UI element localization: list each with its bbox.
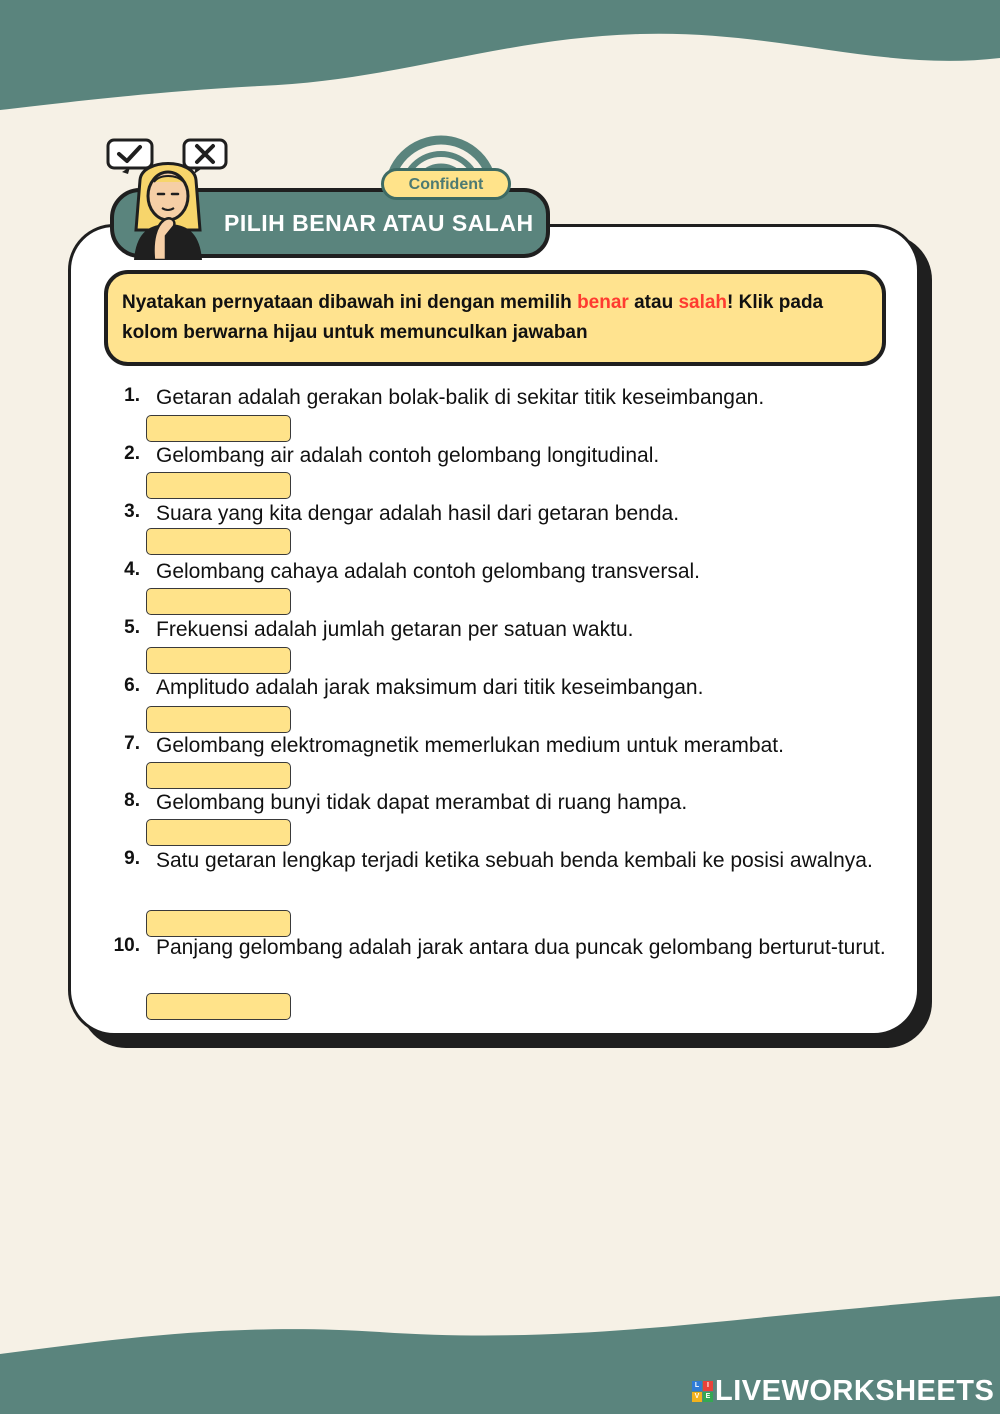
answer-box-3[interactable] <box>146 528 291 555</box>
instruction-box <box>104 270 886 366</box>
instruction-text: Nyatakan pernyataan dibawah ini dengan memilih <box>122 292 578 313</box>
liveworksheets-logo-icon <box>692 1381 713 1402</box>
confident-badge: Confident <box>381 168 511 200</box>
question-number: 1. <box>124 385 140 406</box>
instruction-benar-highlight: benar <box>577 292 629 313</box>
question-text: Frekuensi adalah jumlah getaran per satuan waktu. <box>156 618 634 641</box>
question-number: 7. <box>124 733 140 754</box>
question-text: Gelombang elektromagnetik memerlukan medium untuk merambat. <box>156 734 784 757</box>
logo-letter: E <box>703 1392 713 1402</box>
page-title: PILIH BENAR ATAU SALAH <box>224 210 534 236</box>
question-text: Gelombang air adalah contoh gelombang longitudinal. <box>156 444 660 467</box>
question-number: 5. <box>124 617 140 638</box>
question-number: 4. <box>124 559 140 580</box>
answer-box-7[interactable] <box>146 762 291 789</box>
thinking-person-icon <box>104 136 232 260</box>
brand-name: LIVEWORKSHEETS <box>715 1374 995 1407</box>
answer-box-6[interactable] <box>146 706 291 733</box>
question-text: Panjang gelombang adalah jarak antara dua puncak gelombang berturut-turut. <box>156 936 886 959</box>
question-number: 2. <box>124 443 140 464</box>
logo-letter: L <box>692 1381 702 1391</box>
answer-box-10[interactable] <box>146 993 291 1020</box>
answer-box-4[interactable] <box>146 588 291 615</box>
instruction-text-middle: atau <box>628 292 679 313</box>
question-text: Getaran adalah gerakan bolak-balik di sekitar titik keseimbangan. <box>156 386 765 409</box>
liveworksheets-brand[interactable] <box>692 1376 994 1406</box>
logo-letter: V <box>692 1392 702 1402</box>
question-number: 3. <box>124 501 140 522</box>
question-text: Amplitudo adalah jarak maksimum dari titik keseimbangan. <box>156 676 704 699</box>
question-text: Suara yang kita dengar adalah hasil dari getaran benda. <box>156 502 680 525</box>
question-number: 6. <box>124 675 140 696</box>
instruction-salah-highlight: salah <box>678 292 728 313</box>
answer-box-5[interactable] <box>146 647 291 674</box>
question-text: Gelombang cahaya adalah contoh gelombang transversal. <box>156 560 701 583</box>
answer-box-8[interactable] <box>146 819 291 846</box>
logo-letter: I <box>703 1381 713 1391</box>
question-number: 8. <box>124 790 140 811</box>
question-text: Gelombang bunyi tidak dapat merambat di ruang hampa. <box>156 791 688 814</box>
top-wave-decoration <box>0 0 1000 120</box>
question-number: 10. <box>113 935 140 956</box>
question-number: 9. <box>124 848 140 869</box>
answer-box-1[interactable] <box>146 415 291 442</box>
answer-box-2[interactable] <box>146 472 291 499</box>
instruction-text-end: ! Klik pada kolom berwarna hijau untuk memunculkan jawaban <box>122 292 824 343</box>
question-text: Satu getaran lengkap terjadi ketika sebuah benda kembali ke posisi awalnya. <box>156 849 873 872</box>
